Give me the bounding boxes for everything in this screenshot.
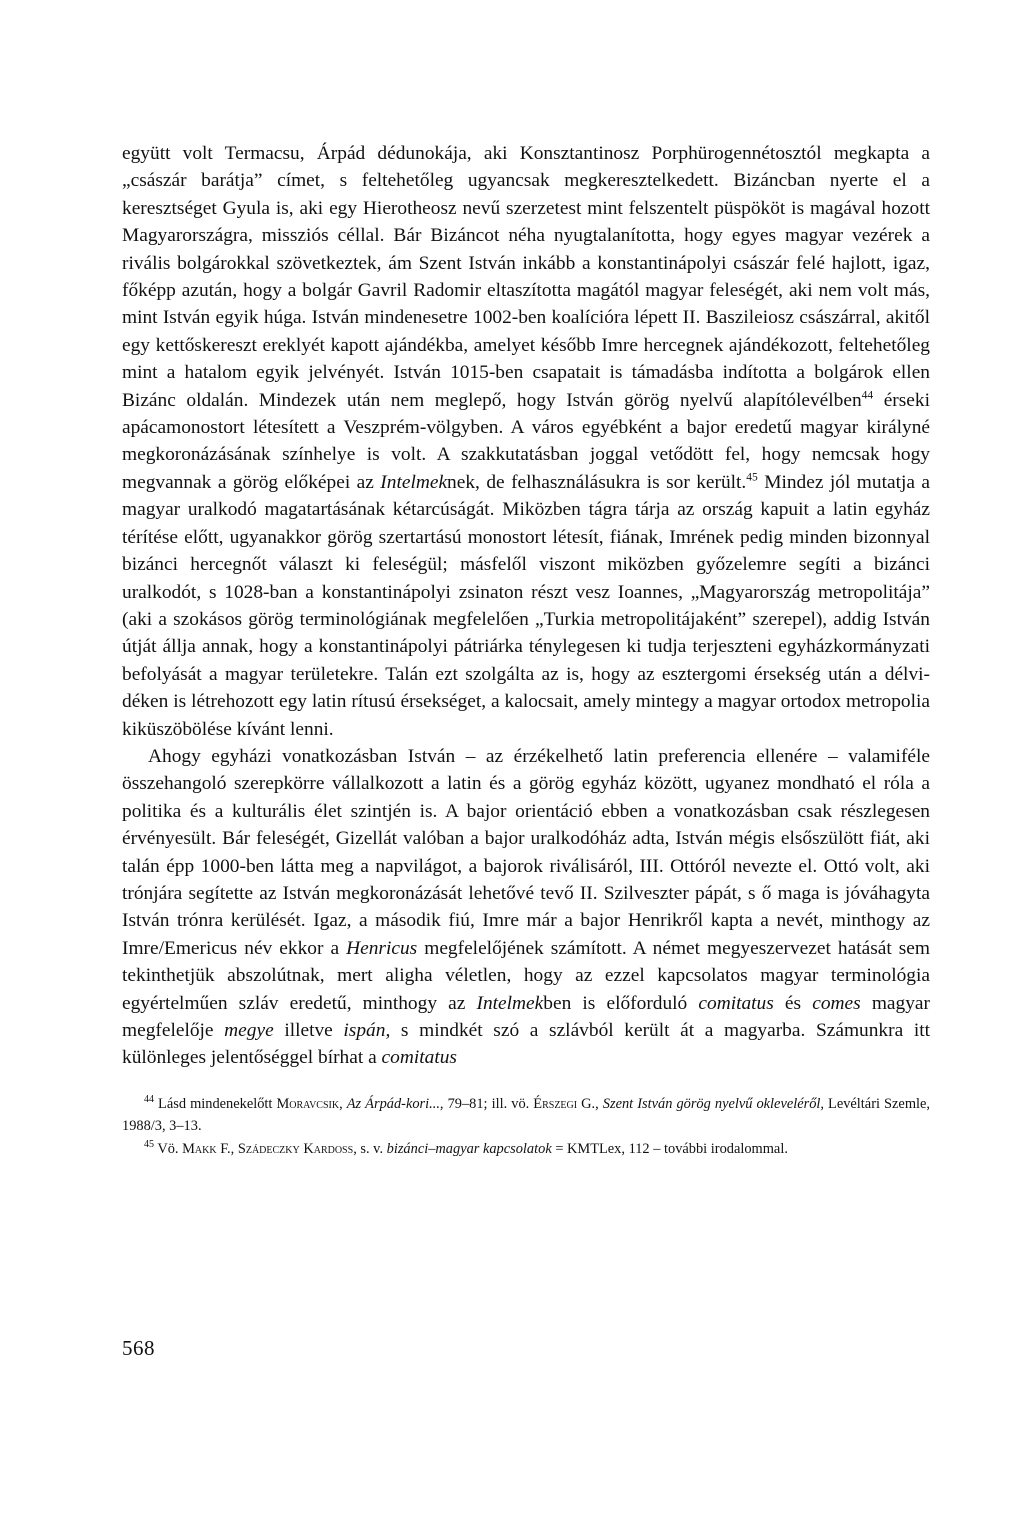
footnote-text: Levéltári Szemle, 1988/3, 3–13. bbox=[122, 1095, 930, 1134]
footnote-44 bbox=[122, 1093, 930, 1137]
italic-title-intelmek: Intelmek bbox=[476, 992, 544, 1014]
footnote-reference-45[interactable]: 45 bbox=[746, 471, 758, 484]
paragraph-text: nek, de felhasználásukra is sor került. bbox=[447, 471, 747, 493]
footnotes bbox=[122, 1093, 930, 1160]
italic-term-comitatus: comitatus bbox=[381, 1047, 457, 1069]
paragraph-text: magyar megfelelője bbox=[122, 992, 930, 1041]
page-content bbox=[122, 140, 930, 1160]
paragraph-text: Mindez jól mutatja a magyar uralkodó magatartásának kétarcúságát. Miközben tágra tárja az ország kapuit a latin egyház térítése előtt, ugyanakkor görög szertartású monostort létesít, fiának, Imrének pedig minden bizonnyal bizánci hercegnőt választ ki feleségül; másfelől viszont miközben győzelemre segíti a bizánci uralkodót, s 1028-ban a konstantinápolyi zsinaton részt vesz Ioannes, „Magyarország metropolitája” (aki a szokásos görög terminológiának megfelelően „Turkia metropolitájaként” szerepel), addig István útját állja annak, hogy a konstantinápolyi pátriárka ténylegesen ki tudja terjeszteni egyházkormányzati befolyását a magyar területekre. Talán ezt szolgálta az is, hogy az esztergomi érsekség után a délvidéken is létrehozott egy latin rítusú érsekséget, a kalocsait, amely mintegy a magyar ortodox metropolia kiküszöbölése kívánt lenni. bbox=[122, 471, 931, 740]
body-paragraph-1 bbox=[122, 140, 930, 743]
italic-term-comitatus: comitatus bbox=[698, 992, 774, 1014]
paragraph-text: illetve bbox=[273, 1020, 344, 1041]
footnote-text: , s. v. bbox=[353, 1140, 387, 1157]
footnote-text: , bbox=[339, 1095, 347, 1112]
italic-term-megye: megye bbox=[224, 1020, 274, 1041]
paragraph-text: és bbox=[773, 992, 813, 1014]
page-number: 568 bbox=[122, 1336, 155, 1360]
paragraph-text: érseki apácamonostort létesített a Veszprém-völgyben. A város egyébként a bajor eredetű magyar királyné megkoronázásának színhelye is volt. A szakkutatásban joggal vetődött fel, hogy nemcsak hogy megvannak a görög előképei az bbox=[122, 389, 930, 493]
footnote-number: 44 bbox=[144, 1094, 154, 1106]
paragraph-text: Ahogy egyházi vonatkozásban István – az érzékelhető latin preferencia ellenére – valamiféle összehangoló szerepkörre vállalkozott a latin és a görög egyház között, ugyanez mondható el róla a politika és a kulturális élet szintjén is. A bajor orientáció ebben a vonatkozásban csak részlegesen érvényesült. Bár feleségét, Gizellát valóban a bajor uralkodóház adta, István mégis elsőszülött fiát, aki talán épp 1000-ben látta meg a napvilágot, a bajorok riválisáról, III. Ottóról nevezte el. Ottó volt, aki trónjára segítette az István megkoronázását lehetővé tevő II. Szilveszter pápát, s ő maga is jóváhagyta István trónra kerülését. Igaz, a második fiú, Imre már a bajor Henrikről kapta a nevét, minthogy az Imre/Emericus név ekkor a bbox=[122, 745, 930, 959]
paragraph-text: együtt volt Termacsu, Árpád dédunokája, aki Konsztantinosz Porphürogennétosztól megkapta a „császár barátja” címet, s feltehetőleg ugyancsak megkeresztelkedett. Bizáncban nyerte el a keresztséget Gyula is, aki egy Hierotheosz nevű szerzetest mint felszentelt püspököt is magával hozott Magyarországra, missziós céllal. Bár Bizáncot néha nyugtalanította, hogy egyes magyar vezérek a rivális bolgárokkal szövetkeztek, ám Szent István inkább a konstantinápolyi császár felé hajlott, igaz, főképp azután, hogy a bolgár Gavril Radomir eltaszította magától magyar feleségét, aki nem volt más, mint István egyik húga. István mindenesetre 1002-ben koalícióra lépett II. Baszileiosz császárral, akitől egy kettőskereszt ereklyét kapott ajándékba, amelyet később Imre hercegnek ajándékozott, feltehetőleg mint a hatalom egyik jelvényét. István 1015-ben csapatait is támadásba indította a bolgárok ellen Bizánc oldalán. Mindezek után nem meglepő, hogy István görög nyelvű alapítólevélben bbox=[122, 143, 930, 411]
italic-title: Szent István görög nyelvű okleveléről, bbox=[602, 1095, 824, 1112]
footnote-number: 45 bbox=[144, 1139, 154, 1151]
italic-term-comes: comes bbox=[812, 992, 861, 1014]
footnote-text: 79–81; ill. vö. bbox=[443, 1095, 534, 1112]
body-paragraph-2 bbox=[122, 743, 930, 1072]
footnote-text: F., bbox=[216, 1140, 238, 1157]
author-name: Érszegi bbox=[533, 1095, 578, 1112]
author-name: Makk bbox=[182, 1140, 217, 1157]
italic-term-henricus: Henricus bbox=[346, 937, 418, 959]
italic-term-ispan: ispán, bbox=[343, 1020, 391, 1041]
author-name: Moravcsik bbox=[276, 1095, 340, 1112]
author-name: Szádeczky Kardoss bbox=[237, 1140, 354, 1157]
footnote-text: = KMTLex, 112 – további irodalommal. bbox=[551, 1140, 788, 1157]
paragraph-text: megfelelőjének számított. A német megyeszervezet hatását sem tekinthetjük abszolútnak, mert aligha véletlen, hogy az ezzel kapcsolatos magyar terminológia egyértelműen szláv eredetű, minthogy az bbox=[122, 937, 930, 1014]
footnote-text: Vö. bbox=[154, 1140, 183, 1157]
italic-title: bizánci–magyar kapcsolatok bbox=[386, 1140, 552, 1157]
footnote-text: Lásd mindenekelőtt bbox=[154, 1095, 277, 1112]
italic-title: Az Árpád-kori..., bbox=[346, 1095, 444, 1112]
footnote-reference-44[interactable]: 44 bbox=[861, 389, 874, 402]
footnote-text: G., bbox=[577, 1095, 603, 1112]
paragraph-text: ben is előforduló bbox=[543, 992, 699, 1014]
paragraph-text: s mindkét szó a szlávból került át a magyarba. Számunkra itt különleges jelentőséggel bírhat a bbox=[122, 1020, 930, 1069]
footnote-45 bbox=[122, 1138, 930, 1160]
italic-title-intelmek: Intelmek bbox=[380, 471, 448, 493]
